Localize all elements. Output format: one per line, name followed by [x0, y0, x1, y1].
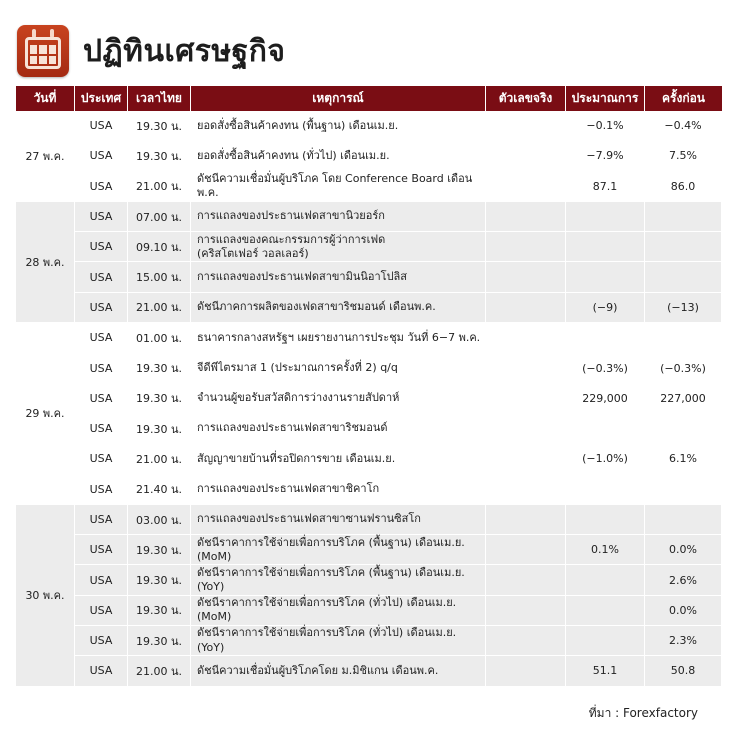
event-text: ดัชนีความเชื่อมั่นผู้บริโภคโดย ม.มิชิแกน เดือนพ.ค. — [197, 663, 439, 677]
forecast-cell: −0.1% — [566, 111, 645, 141]
time-cell: 03.00 น. — [128, 505, 191, 535]
event-text: ดัชนีความเชื่อมั่นผู้บริโภค โดย Conference Board เดือนพ.ค. — [197, 171, 473, 200]
actual-cell — [486, 293, 566, 323]
time-cell: 21.00 น. — [128, 444, 191, 474]
time-cell: 21.00 น. — [128, 172, 191, 202]
table-row — [16, 141, 722, 171]
actual-cell — [486, 172, 566, 202]
event-cell — [191, 353, 486, 383]
page-title: ปฏิทินเศรษฐกิจ — [83, 33, 286, 69]
column-header-country: ประเทศ — [75, 86, 128, 111]
previous-cell — [645, 232, 722, 262]
actual-cell — [486, 323, 566, 353]
forecast-cell — [566, 232, 645, 262]
event-cell — [191, 384, 486, 414]
forecast-cell: 229,000 — [566, 384, 645, 414]
forecast-cell — [566, 565, 645, 595]
event-text: การแถลงของประธานเฟดสาขานิวยอร์ก — [197, 209, 385, 223]
country-cell: USA — [75, 535, 128, 565]
previous-cell: 2.6% — [645, 565, 722, 595]
previous-cell: 6.1% — [645, 444, 722, 474]
actual-cell — [486, 475, 566, 505]
actual-cell — [486, 535, 566, 565]
actual-cell — [486, 565, 566, 595]
event-cell — [191, 293, 486, 323]
country-cell: USA — [75, 505, 128, 535]
event-text: ยอดสั่งซื้อสินค้าคงทน (ทั่วไป) เดือนเม.ย. — [197, 148, 390, 162]
table-header-row — [16, 86, 722, 111]
country-cell: USA — [75, 596, 128, 626]
date-cell: 30 พ.ค. — [16, 505, 75, 687]
time-cell: 19.30 น. — [128, 353, 191, 383]
time-cell: 19.30 น. — [128, 596, 191, 626]
table-row — [16, 202, 722, 232]
event-cell — [191, 414, 486, 444]
table-row — [16, 172, 722, 202]
forecast-cell: 0.1% — [566, 535, 645, 565]
event-text: การแถลงของประธานเฟดสาขาชิคาโก — [197, 482, 380, 496]
event-cell — [191, 565, 486, 595]
time-cell: 19.30 น. — [128, 626, 191, 656]
actual-cell — [486, 141, 566, 171]
country-cell: USA — [75, 384, 128, 414]
previous-cell: (−0.3%) — [645, 353, 722, 383]
country-cell: USA — [75, 565, 128, 595]
table-row — [16, 293, 722, 323]
event-cell — [191, 172, 486, 202]
time-cell: 21.40 น. — [128, 475, 191, 505]
date-cell: 29 พ.ค. — [16, 323, 75, 505]
table-row — [16, 565, 722, 595]
forecast-cell: (−0.3%) — [566, 353, 645, 383]
table-row — [16, 596, 722, 626]
actual-cell — [486, 626, 566, 656]
actual-cell — [486, 414, 566, 444]
column-header-time: เวลาไทย — [128, 86, 191, 111]
country-cell: USA — [75, 353, 128, 383]
event-cell — [191, 444, 486, 474]
time-cell: 21.00 น. — [128, 656, 191, 686]
country-cell: USA — [75, 141, 128, 171]
time-cell: 01.00 น. — [128, 323, 191, 353]
previous-cell: 50.8 — [645, 656, 722, 686]
table-row — [16, 475, 722, 505]
country-cell: USA — [75, 475, 128, 505]
actual-cell — [486, 596, 566, 626]
table-row — [16, 111, 722, 141]
event-text: ดัชนีราคาการใช้จ่ายเพื่อการบริโภค (ทั่วไป) เดือนเม.ย. (MoM) — [197, 596, 457, 624]
column-header-date: วันที่ — [16, 86, 75, 111]
column-header-actual: ตัวเลขจริง — [486, 86, 566, 111]
event-text: จำนวนผู้ขอรับสวัสดิการว่างงานรายสัปดาห์ — [197, 391, 400, 405]
table-row — [16, 353, 722, 383]
table-row — [16, 232, 722, 262]
event-text: ดัชนีราคาการใช้จ่ายเพื่อการบริโภค (ทั่วไป) เดือนเม.ย. (YoY) — [197, 626, 457, 654]
table-row — [16, 384, 722, 414]
actual-cell — [486, 232, 566, 262]
previous-cell: −0.4% — [645, 111, 722, 141]
forecast-cell — [566, 626, 645, 656]
actual-cell — [486, 384, 566, 414]
event-cell — [191, 111, 486, 141]
column-header-event: เหตุการณ์ — [191, 86, 486, 111]
source-credit: ที่มา : Forexfactory — [588, 706, 698, 720]
table-row — [16, 656, 722, 686]
event-cell — [191, 475, 486, 505]
event-cell — [191, 626, 486, 656]
previous-cell: (−13) — [645, 293, 722, 323]
country-cell: USA — [75, 656, 128, 686]
event-text: การแถลงของประธานเฟดสาขาริชมอนด์ — [197, 421, 388, 435]
previous-cell — [645, 505, 722, 535]
previous-cell: 2.3% — [645, 626, 722, 656]
event-text: จีดีพีไตรมาส 1 (ประมาณการครั้งที่ 2) q/q — [197, 360, 398, 374]
time-cell: 19.30 น. — [128, 141, 191, 171]
time-cell: 19.30 น. — [128, 565, 191, 595]
country-cell: USA — [75, 293, 128, 323]
forecast-cell — [566, 262, 645, 292]
event-cell — [191, 202, 486, 232]
event-cell — [191, 323, 486, 353]
event-text-line2: (คริสโตเฟอร์ วอลเลอร์) — [197, 246, 309, 260]
table-row — [16, 262, 722, 292]
time-cell: 07.00 น. — [128, 202, 191, 232]
time-cell: 21.00 น. — [128, 293, 191, 323]
time-cell: 19.30 น. — [128, 384, 191, 414]
country-cell: USA — [75, 202, 128, 232]
actual-cell — [486, 505, 566, 535]
event-text: การแถลงของประธานเฟดสาขาซานฟรานซิสโก — [197, 512, 421, 526]
table-row — [16, 444, 722, 474]
event-text: ดัชนีภาคการผลิตของเฟดสาขาริชมอนด์ เดือนพ.ค. — [197, 300, 436, 314]
forecast-cell — [566, 414, 645, 444]
previous-cell: 86.0 — [645, 172, 722, 202]
forecast-cell: (−1.0%) — [566, 444, 645, 474]
actual-cell — [486, 444, 566, 474]
country-cell: USA — [75, 444, 128, 474]
table-row — [16, 323, 722, 353]
country-cell: USA — [75, 262, 128, 292]
previous-cell — [645, 414, 722, 444]
forecast-cell — [566, 202, 645, 232]
column-header-previous: ครั้งก่อน — [645, 86, 722, 111]
actual-cell — [486, 262, 566, 292]
previous-cell — [645, 202, 722, 232]
previous-cell: 0.0% — [645, 596, 722, 626]
event-cell — [191, 232, 486, 262]
economic-calendar-table — [16, 86, 722, 687]
forecast-cell — [566, 596, 645, 626]
event-text: ยอดสั่งซื้อสินค้าคงทน (พื้นฐาน) เดือนเม.ย. — [197, 118, 399, 132]
event-cell — [191, 535, 486, 565]
column-header-forecast: ประมาณการ — [566, 86, 645, 111]
event-cell — [191, 262, 486, 292]
forecast-cell — [566, 475, 645, 505]
previous-cell: 227,000 — [645, 384, 722, 414]
actual-cell — [486, 353, 566, 383]
country-cell: USA — [75, 172, 128, 202]
event-cell — [191, 656, 486, 686]
date-cell: 28 พ.ค. — [16, 202, 75, 323]
table-row — [16, 535, 722, 565]
actual-cell — [486, 111, 566, 141]
event-text: ดัชนีราคาการใช้จ่ายเพื่อการบริโภค (พื้นฐาน) เดือนเม.ย. (YoY) — [197, 565, 465, 594]
table-row — [16, 505, 722, 535]
previous-cell — [645, 475, 722, 505]
actual-cell — [486, 202, 566, 232]
forecast-cell: −7.9% — [566, 141, 645, 171]
previous-cell: 7.5% — [645, 141, 722, 171]
time-cell: 09.10 น. — [128, 232, 191, 262]
page-header — [17, 24, 285, 78]
time-cell: 19.30 น. — [128, 414, 191, 444]
event-text: สัญญาขายบ้านที่รอปิดการขาย เดือนเม.ย. — [197, 451, 396, 465]
country-cell: USA — [75, 111, 128, 141]
forecast-cell — [566, 505, 645, 535]
event-text: การแถลงของคณะกรรมการผู้ว่าการเฟด — [197, 232, 386, 246]
forecast-cell: (−9) — [566, 293, 645, 323]
event-cell — [191, 141, 486, 171]
time-cell: 15.00 น. — [128, 262, 191, 292]
previous-cell: 0.0% — [645, 535, 722, 565]
event-cell — [191, 596, 486, 626]
country-cell: USA — [75, 323, 128, 353]
date-cell: 27 พ.ค. — [16, 111, 75, 202]
forecast-cell: 87.1 — [566, 172, 645, 202]
previous-cell — [645, 323, 722, 353]
country-cell: USA — [75, 232, 128, 262]
time-cell: 19.30 น. — [128, 111, 191, 141]
actual-cell — [486, 656, 566, 686]
time-cell: 19.30 น. — [128, 535, 191, 565]
calendar-icon — [17, 25, 69, 77]
table-row — [16, 414, 722, 444]
event-cell — [191, 505, 486, 535]
event-text: ดัชนีราคาการใช้จ่ายเพื่อการบริโภค (พื้นฐาน) เดือนเม.ย. (MoM) — [197, 535, 465, 563]
country-cell: USA — [75, 414, 128, 444]
event-text: การแถลงของประธานเฟดสาขามินนิอาโปลิส — [197, 269, 408, 283]
forecast-cell — [566, 323, 645, 353]
forecast-cell: 51.1 — [566, 656, 645, 686]
table-row — [16, 626, 722, 656]
previous-cell — [645, 262, 722, 292]
event-text: ธนาคารกลางสหรัฐฯ เผยรายงานการประชุม วันที่ 6−7 พ.ค. — [197, 330, 481, 344]
country-cell: USA — [75, 626, 128, 656]
